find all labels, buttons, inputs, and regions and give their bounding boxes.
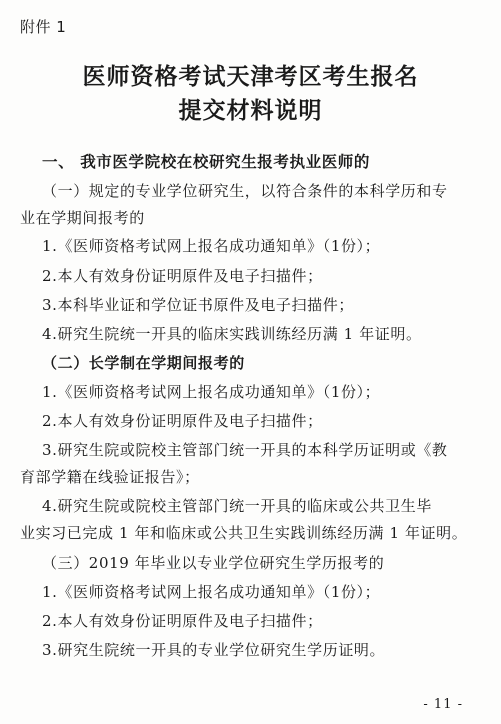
subsection-heading-1: （一）规定的专业学位研究生，以符合条件的本科学历和专: [42, 182, 448, 200]
document-title-line-2: 提交材料说明: [178, 97, 323, 124]
page-number: - 11 -: [423, 697, 463, 712]
paragraph-line: 业实习已完成 1 年和临床或公共卫生实践训练经历满 1 年证明。: [20, 524, 468, 542]
list-item: 1.《医师资格考试网上报名成功通知单》（1份）；: [42, 237, 381, 255]
list-item: 2.本人有效身份证明原件及电子扫描件；: [42, 267, 323, 285]
list-item: 3.研究生院或院校主管部门统一开具的本科学历证明或《教: [42, 441, 448, 459]
list-item: 1.《医师资格考试网上报名成功通知单》（1份）；: [42, 583, 381, 601]
subsection-heading-3: （三）2019 年毕业以专业学位研究生学历报考的: [42, 554, 385, 572]
list-item: 4.研究生院或院校主管部门统一开具的临床或公共卫生毕: [42, 497, 432, 515]
paragraph-line: 育部学籍在线验证报告》；: [20, 468, 200, 486]
section-heading-1: 一、 我市医学院校在校研究生报考执业医师的: [42, 153, 370, 171]
paragraph-line: 业在学期间报考的: [20, 209, 145, 227]
annex-label: 附件 1: [20, 18, 67, 36]
list-item: 3.本科毕业证和学位证书原件及电子扫描件；: [42, 296, 354, 314]
list-item: 3.研究生院统一开具的专业学位研究生学历证明。: [42, 641, 386, 659]
list-item: 4.研究生院统一开具的临床实践训练经历满 1 年证明。: [42, 325, 422, 343]
document-title-line-1: 医师资格考试天津考区考生报名: [82, 63, 419, 90]
list-item: 2.本人有效身份证明原件及电子扫描件；: [42, 412, 323, 430]
list-item: 2.本人有效身份证明原件及电子扫描件；: [42, 612, 323, 630]
list-item: 1.《医师资格考试网上报名成功通知单》（1份）；: [42, 383, 381, 401]
subsection-heading-2: （二）长学制在学期间报考的: [42, 354, 245, 372]
